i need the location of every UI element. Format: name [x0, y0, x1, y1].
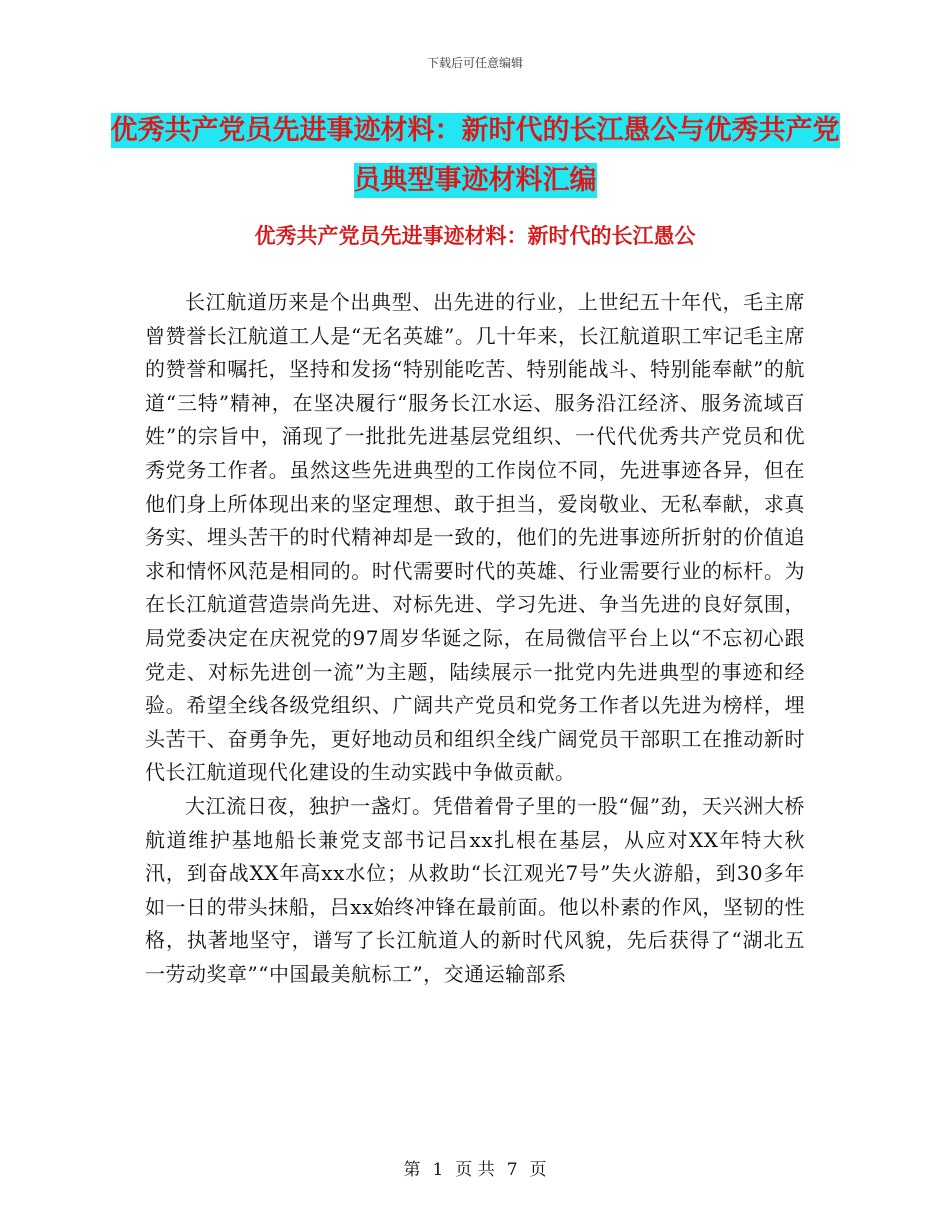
main-title-highlight: 优秀共产党员先进事迹材料：新时代的长江愚公与优秀共产党员典型事迹材料汇编: [110, 115, 840, 196]
paragraph-1: 长江航道历来是个出典型、出先进的行业，上世纪五十年代，毛主席曾赞誉长江航道工人是“无名英雄”。几十年来，长江航道职工牢记毛主席的赞誉和嘱托，坚持和发扬“特别能吃苦、特别能战斗、特别能奉献”的航道“三特”精神，在坚决履行“服务长江水运、服务沿江经济、服务流域百姓”的宗旨中，涌现了一批批先进基层党组织、一代代优秀共产党员和优秀党务工作者。虽然这些先进典型的工作岗位不同，先进事迹各异，但在他们身上所体现出来的坚定理想、敢于担当，爱岗敬业、无私奉献，求真务实、埋头苦干的时代精神却是一致的，他们的先进事迹所折射的价值追求和情怀风范是相同的。时代需要时代的英雄、行业需要行业的标杆。为在长江航道营造崇尚先进、对标先进、学习先进、争当先进的良好氛围，局党委决定在庆祝党的97周岁华诞之际，在局微信平台上以“不忘初心跟党走、对标先进创一流”为主题，陆续展示一批党内先进典型的事迹和经验。希望全线各级党组织、广阔共产党员和党务工作者以先进为榜样，埋头苦干、奋勇争先，更好地动员和组织全线广阔党员干部职工在推动新时代长江航道现代化建设的生动实践中争做贡献。: [145, 290, 805, 785]
page-header-note: 下载后可任意编辑: [426, 56, 523, 70]
page-number-middle: 页 共: [455, 1160, 495, 1180]
page-number-prefix: 第: [403, 1160, 421, 1180]
page-number-total: 7: [506, 1160, 518, 1180]
page-footer: [0, 1155, 950, 1180]
page-number-suffix: 页: [529, 1160, 547, 1180]
document-sub-title: 优秀共产党员先进事迹材料：新时代的长江愚公: [254, 223, 696, 248]
document-main-title: [110, 106, 840, 206]
paragraph-2: 大江流日夜，独护一盏灯。凭借着骨子里的一股“倔”劲，天兴洲大桥航道维护基地船长兼党支部书记吕xx扎根在基层，从应对XX年特大秋汛，到奋战XX年高xx水位；从救助“长江观光7号”失火游船，到30多年如一日的带头抹船，吕xx始终冲锋在最前面。他以朴素的作风，坚韧的性格，执著地坚守，谱写了长江航道人的新时代风貌，先后获得了“湖北五一劳动奖章”“中国最美航标工”，交通运输部系: [145, 793, 805, 986]
page-number-current: 1: [432, 1160, 444, 1180]
document-body: [145, 286, 805, 991]
